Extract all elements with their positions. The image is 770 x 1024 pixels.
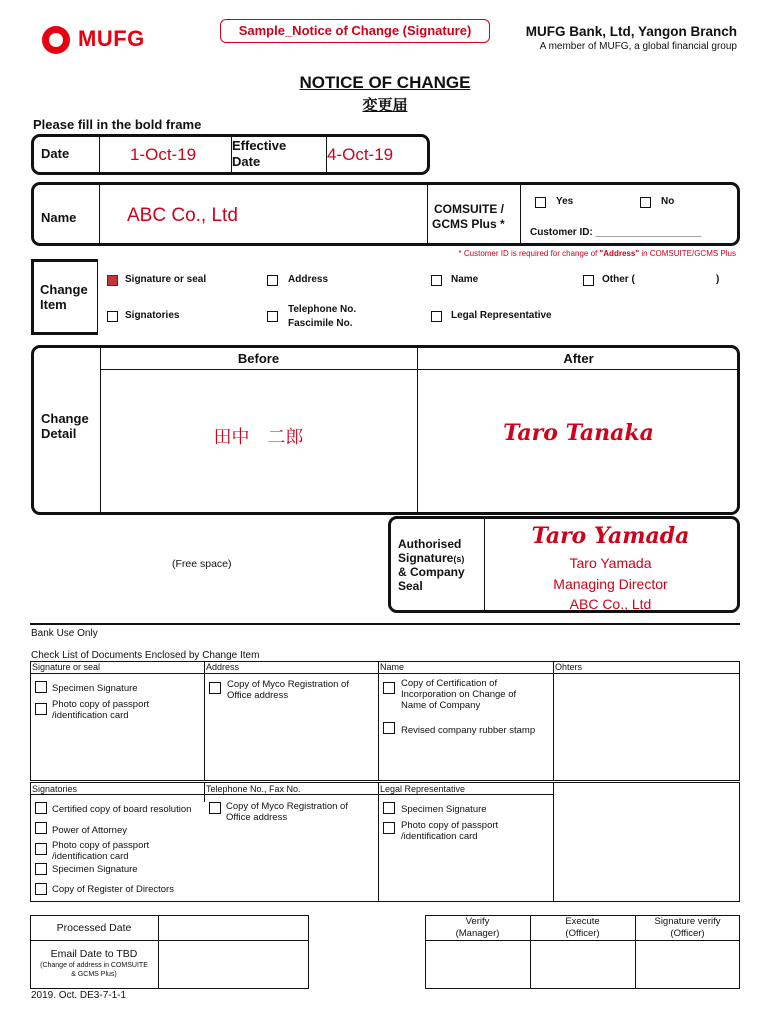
legal-specimen-checkbox[interactable] — [383, 802, 395, 814]
effective-date-label-2: Date — [232, 154, 261, 169]
certification-text-3: Name of Company — [401, 700, 481, 711]
date-frame — [31, 134, 430, 175]
legal-passport-text-1: Photo copy of passport — [401, 820, 499, 831]
authorised-label-2: Signature(s) — [398, 551, 465, 565]
bank-tagline: A member of MUFG, a global financial group — [539, 41, 737, 52]
myco-address-text-2: Office address — [227, 690, 289, 701]
sigverify-label-1: Signature verify — [654, 916, 721, 927]
name-value[interactable]: ABC Co., Ltd — [127, 205, 238, 226]
comsuite-label-2: GCMS Plus * — [432, 217, 505, 231]
customer-id-field[interactable]: Customer ID: ___________________ — [530, 227, 702, 238]
authorised-label-3: & Company — [398, 565, 465, 579]
certification-text-1: Copy of Certification of — [401, 678, 498, 689]
after-signature[interactable]: Taro Tanaka — [503, 420, 654, 446]
processed-date-label: Processed Date — [56, 922, 132, 934]
rubber-stamp-checkbox[interactable] — [383, 722, 395, 734]
page-title: NOTICE OF CHANGE — [299, 73, 471, 92]
other-label: Other ( — [602, 274, 635, 285]
signatory-specimen-checkbox[interactable] — [35, 863, 47, 875]
mufg-logo-icon — [40, 24, 74, 56]
signature-or-seal-checkbox[interactable] — [107, 275, 118, 286]
address-checkbox[interactable] — [267, 275, 278, 286]
col-signature-header: Signature or seal — [32, 662, 101, 672]
before-header: Before — [237, 351, 280, 366]
legal-specimen-text: Specimen Signature — [401, 804, 487, 815]
legal-rep-label: Legal Representative — [451, 310, 552, 321]
comsuite-label-1: COMSUITE / — [434, 202, 505, 216]
change-item-section — [31, 259, 740, 337]
change-item-label-2: Item — [40, 297, 67, 312]
comsuite-no-label: No — [661, 196, 675, 207]
col-name-header: Name — [380, 662, 405, 672]
legal-passport-checkbox[interactable] — [383, 822, 395, 834]
instruction-text: Please fill in the bold frame — [33, 117, 202, 132]
tel-myco-text-2: Office address — [226, 812, 288, 823]
after-header: After — [563, 351, 594, 366]
customer-id-note: * Customer ID is required for change of "Address" in COMSUITE/GCMS Plus — [458, 249, 736, 258]
mufg-logo — [40, 24, 160, 56]
bank-use-label: Bank Use Only — [31, 628, 98, 639]
other-checkbox[interactable] — [583, 275, 594, 286]
execute-label-2: (Officer) — [565, 928, 600, 939]
date-value[interactable]: 1-Oct-19 — [130, 145, 197, 164]
legal-rep-checkbox[interactable] — [431, 311, 442, 322]
logo-text: MUFG — [78, 26, 145, 51]
passport-text-2: /identification card — [52, 710, 129, 721]
col-telephone-header: Telephone No., Fax No. — [206, 784, 301, 794]
certification-text-2: Incorporation on Change of — [401, 689, 517, 700]
passport-checkbox[interactable] — [35, 703, 47, 715]
tel-myco-text-1: Copy of Myco Registration of — [226, 801, 348, 812]
certification-checkbox[interactable] — [383, 682, 395, 694]
authorised-label-4: Seal — [398, 579, 423, 593]
doc-code: 2019. Oct. DE3-7-1-1 — [31, 990, 127, 1001]
authorised-frame — [388, 516, 740, 613]
authorised-label-1: Authorised — [398, 537, 462, 551]
col-others-header: Ohters — [555, 662, 583, 672]
signatory-passport-text-1: Photo copy of passport — [52, 840, 150, 851]
verify-label-1: Verify — [465, 916, 490, 927]
legal-passport-text-2: /identification card — [401, 831, 478, 842]
email-note-1: (Change of address in COMSUITE — [40, 962, 148, 969]
sigverify-label-2: (Officer) — [670, 928, 705, 939]
sample-badge: Sample_Notice of Change (Signature) — [220, 19, 490, 43]
before-value[interactable]: 田中 二郎 — [213, 427, 304, 448]
email-note-2: & GCMS Plus) — [71, 971, 117, 978]
col-signatories-header: Signatories — [32, 784, 78, 794]
change-detail-label-1: Change — [41, 411, 89, 426]
authorised-signature[interactable]: Taro Yamada — [531, 523, 690, 549]
signatory-specimen-text: Specimen Signature — [52, 864, 138, 875]
name-checkbox[interactable] — [431, 275, 442, 286]
authorised-company: ABC Co., Ltd — [569, 596, 652, 612]
address-label: Address — [288, 274, 329, 285]
power-of-attorney-text: Power of Attorney — [52, 825, 127, 836]
myco-address-text-1: Copy of Myco Registration of — [227, 679, 349, 690]
comsuite-yes-checkbox[interactable] — [535, 197, 546, 208]
execute-label-1: Execute — [565, 916, 600, 927]
bank-use-divider — [30, 623, 740, 625]
board-resolution-checkbox[interactable] — [35, 802, 47, 814]
change-item-label-1: Change — [40, 282, 88, 297]
signature-or-seal-label: Signature or seal — [125, 274, 207, 285]
telephone-checkbox[interactable] — [267, 311, 278, 322]
specimen-signature-text: Specimen Signature — [52, 683, 138, 694]
passport-text-1: Photo copy of passport — [52, 699, 150, 710]
change-detail-frame — [31, 345, 740, 515]
register-directors-checkbox[interactable] — [35, 883, 47, 895]
tel-myco-checkbox[interactable] — [209, 802, 221, 814]
other-close-paren: ) — [716, 274, 720, 285]
specimen-signature-checkbox[interactable] — [35, 681, 47, 693]
comsuite-yes-label: Yes — [556, 196, 574, 207]
col-address-header: Address — [206, 662, 240, 672]
effective-date-value[interactable]: 4-Oct-19 — [327, 145, 394, 164]
register-directors-text: Copy of Register of Directors — [52, 884, 174, 895]
effective-date-label-1: Effective — [232, 138, 287, 153]
col-legal-rep-header: Legal Representative — [380, 784, 466, 794]
checklist-title: Check List of Documents Enclosed by Change Item — [31, 650, 260, 661]
signatory-passport-text-2: /identification card — [52, 851, 129, 862]
comsuite-no-checkbox[interactable] — [640, 197, 651, 208]
name-frame — [31, 182, 740, 246]
page-title-jp: 変更届 — [362, 96, 408, 114]
rubber-stamp-text: Revised company rubber stamp — [401, 725, 536, 736]
board-resolution-text: Certified copy of board resolution — [52, 804, 192, 815]
free-space-text: (Free space) — [172, 558, 232, 570]
email-date-label: Email Date to TBD — [50, 948, 138, 960]
bank-name: MUFG Bank, Ltd, Yangon Branch — [525, 24, 737, 39]
myco-address-checkbox[interactable] — [209, 682, 221, 694]
date-label: Date — [41, 146, 70, 161]
telephone-label-1: Telephone No. — [288, 304, 357, 315]
name-label: Name — [41, 210, 77, 225]
signatories-label: Signatories — [125, 310, 180, 321]
signatory-passport-checkbox[interactable] — [35, 843, 47, 855]
telephone-label-2: Fascimile No. — [288, 318, 353, 329]
authorised-title: Managing Director — [553, 576, 668, 592]
power-of-attorney-checkbox[interactable] — [35, 822, 47, 834]
change-detail-label-2: Detail — [41, 426, 77, 441]
name-change-label: Name — [451, 274, 479, 285]
authorised-name: Taro Yamada — [569, 555, 652, 571]
checklist-grid-top — [30, 661, 740, 781]
verify-label-2: (Manager) — [455, 928, 500, 939]
signatories-checkbox[interactable] — [107, 311, 118, 322]
